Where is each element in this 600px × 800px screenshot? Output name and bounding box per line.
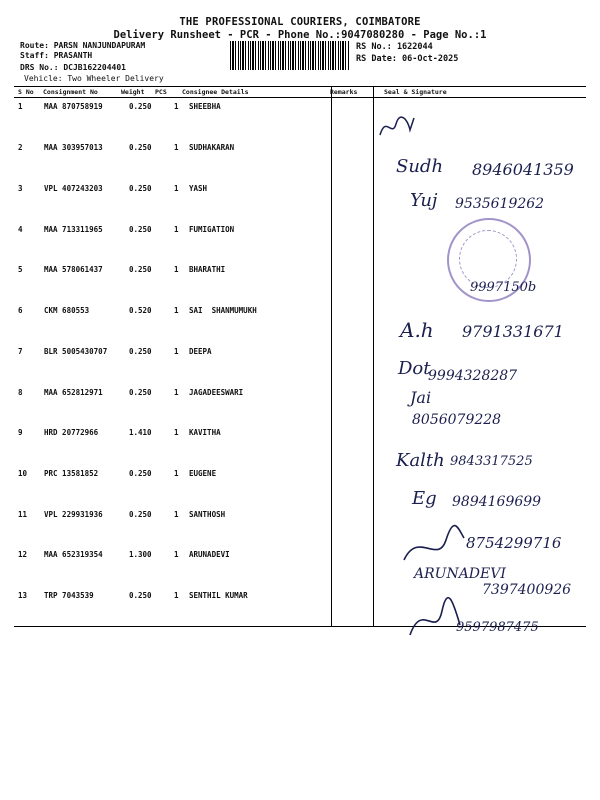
row-pcs: 1 [174, 510, 179, 519]
table-header-divider [14, 97, 586, 98]
row-sno: 4 [18, 225, 23, 234]
row-consignment: VPL 407243203 [44, 184, 103, 193]
handwritten-phone-2: 9535619262 [455, 196, 545, 212]
row-weight: 0.250 [129, 510, 152, 519]
row-pcs: 1 [174, 347, 179, 356]
row-sno: 7 [18, 347, 23, 356]
row-sno: 5 [18, 265, 23, 274]
handwritten-phone-11: 9597987475 [456, 620, 539, 635]
table-row [0, 102, 600, 142]
row-pcs: 1 [174, 102, 179, 111]
signature-scribble-4: A.h [400, 318, 434, 342]
row-sno: 3 [18, 184, 23, 193]
row-consignee: SAI SHANMUMUKH [189, 306, 257, 315]
signature-scribble-6: Jai [410, 388, 432, 407]
handwritten-phone-5: 9994328287 [428, 368, 518, 384]
row-sno: 13 [18, 591, 28, 600]
row-sno: 9 [18, 428, 23, 437]
row-pcs: 1 [174, 469, 179, 478]
row-consignee: ARUNADEVI [189, 550, 230, 559]
row-consignee: SHEEBHA [189, 102, 221, 111]
row-consignment: MAA 713311965 [44, 225, 103, 234]
row-pcs: 1 [174, 591, 179, 600]
table-row [0, 388, 600, 428]
header-seal-signature: Seal & Signature [384, 88, 447, 96]
handwritten-phone-1: 8946041359 [472, 160, 574, 179]
row-weight: 1.300 [129, 550, 152, 559]
row-weight: 0.250 [129, 591, 152, 600]
row-weight: 0.250 [129, 469, 152, 478]
row-sno: 8 [18, 388, 23, 397]
table-top-border [14, 86, 586, 87]
row-weight: 0.250 [129, 184, 152, 193]
row-consignee: DEEPA [189, 347, 212, 356]
row-consignee: FUMIGATION [189, 225, 235, 234]
row-consignee: SUDHAKARAN [189, 143, 235, 152]
row-consignment: MAA 578061437 [44, 265, 103, 274]
handwritten-phone-10: 7397400926 [482, 582, 572, 598]
row-weight: 0.250 [129, 265, 152, 274]
handwritten-name: ARUNADEVI [414, 566, 506, 582]
row-consignee: SENTHIL KUMAR [189, 591, 248, 600]
row-pcs: 1 [174, 428, 179, 437]
barcode-image [230, 41, 350, 70]
row-consignee: YASH [189, 184, 208, 193]
document-title: THE PROFESSIONAL COURIERS, COIMBATORE [179, 16, 421, 28]
row-pcs: 1 [174, 184, 179, 193]
handwritten-phone-8: 9894169699 [452, 494, 542, 510]
row-sno: 6 [18, 306, 23, 315]
row-weight: 0.250 [129, 143, 152, 152]
header-consignment: Consignment No [43, 88, 98, 96]
row-consignment: MAA 303957013 [44, 143, 103, 152]
row-consignment: TRP 7043539 [44, 591, 94, 600]
header-consignee: Consignee Details [182, 88, 249, 96]
handwritten-phone-9: 8754299716 [466, 534, 562, 552]
vehicle-label: Vehicle: Two Wheeler Delivery [24, 74, 164, 83]
handwritten-phone-3: 9997150b [470, 280, 537, 295]
row-pcs: 1 [174, 388, 179, 397]
row-pcs: 1 [174, 143, 179, 152]
row-consignee: BHARATHI [189, 265, 226, 274]
row-pcs: 1 [174, 225, 179, 234]
rs-date: RS Date: 06-Oct-2025 [356, 54, 459, 64]
row-weight: 0.250 [129, 388, 152, 397]
row-weight: 0.520 [129, 306, 152, 315]
signature-scribble-1 [374, 110, 434, 150]
header-weight: Weight [121, 88, 145, 96]
header-sno: S No [18, 88, 34, 96]
signature-scribble-10 [404, 595, 464, 645]
row-consignee: EUGENE [189, 469, 217, 478]
row-sno: 2 [18, 143, 23, 152]
row-consignment: MAA 652812971 [44, 388, 103, 397]
handwritten-phone-7: 9843317525 [450, 454, 533, 469]
row-pcs: 1 [174, 306, 179, 315]
signature-scribble-3: Yuj [410, 190, 438, 211]
row-consignee: KAVITHA [189, 428, 221, 437]
handwritten-phone-6: 8056079228 [412, 412, 502, 428]
row-consignment: MAA 870758919 [44, 102, 103, 111]
handwritten-phone-4: 9791331671 [462, 322, 564, 341]
row-weight: 1.410 [129, 428, 152, 437]
row-weight: 0.250 [129, 347, 152, 356]
signature-scribble-9 [398, 520, 468, 570]
runsheet-subtitle: Delivery Runsheet - PCR - Phone No.:9047080280 - Page No.:1 [113, 29, 487, 41]
row-consignment: BLR 5005430707 [44, 347, 108, 356]
row-consignment: HRD 20772966 [44, 428, 99, 437]
row-pcs: 1 [174, 265, 179, 274]
signature-scribble-2: Sudh [396, 156, 444, 177]
signature-scribble-7: Kalth [396, 450, 445, 471]
route-label: Route: PARSN NANJUNDAPURAM [20, 41, 146, 50]
row-consignment: PRC 13581852 [44, 469, 99, 478]
header-pcs: PCS [155, 88, 167, 96]
drs-number: DRS No.: DCJB162204401 [20, 63, 126, 72]
row-consignment: MAA 652319354 [44, 550, 103, 559]
row-consignment: CKM 680553 [44, 306, 90, 315]
row-consignee: SANTHOSH [189, 510, 226, 519]
row-consignment: VPL 229931936 [44, 510, 103, 519]
row-sno: 10 [18, 469, 28, 478]
staff-label: Staff: PRASANTH [20, 51, 93, 60]
row-sno: 12 [18, 550, 28, 559]
row-consignee: JAGADEESWARI [189, 388, 244, 397]
signature-scribble-8: Eg [412, 488, 437, 509]
header-remarks: Remarks [330, 88, 358, 96]
rs-number: RS No.: 1622044 [356, 42, 433, 52]
row-sno: 1 [18, 102, 23, 111]
row-weight: 0.250 [129, 225, 152, 234]
row-sno: 11 [18, 510, 28, 519]
row-weight: 0.250 [129, 102, 152, 111]
signature-scribble-5: Dot [398, 358, 431, 379]
row-pcs: 1 [174, 550, 179, 559]
